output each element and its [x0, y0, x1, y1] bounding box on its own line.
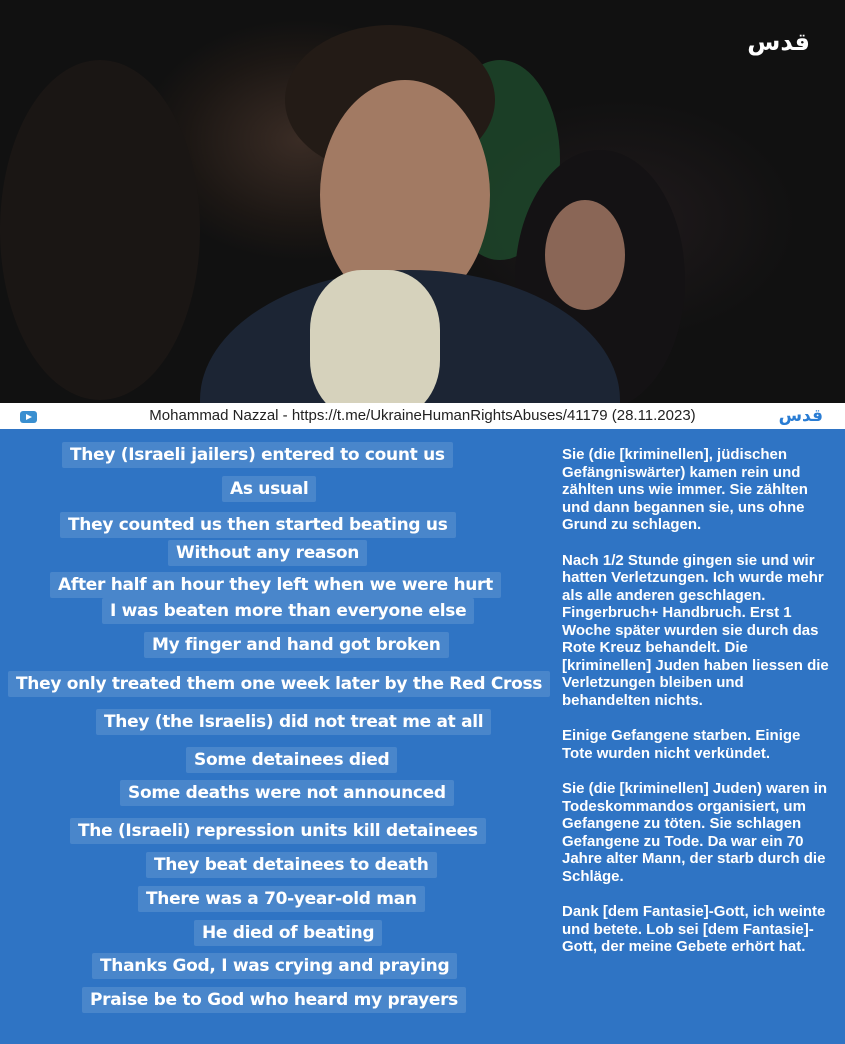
subtitle-line: Without any reason — [168, 540, 367, 566]
subtitle-line: I was beaten more than everyone else — [102, 598, 474, 624]
subtitle-line: After half an hour they left when we were hurt — [50, 572, 501, 598]
background-crowd — [0, 60, 200, 400]
subtitle-line: They (Israeli jailers) entered to count us — [62, 442, 453, 468]
german-paragraph: Einige Gefangene starben. Einige Tote wurden nicht verkündet. — [562, 727, 801, 762]
german-paragraph: Sie (die [kriminellen], jüdischen Gefängniswärter) kamen rein und zählten uns wie immer. Sie zählten und dann begannen sie, uns ohne Grund zu schlagen. — [562, 446, 808, 533]
scarf — [310, 270, 440, 403]
caption-bar — [0, 403, 845, 429]
subtitle-line: Thanks God, I was crying and praying — [92, 953, 457, 979]
subtitle-line: Praise be to God who heard my prayers — [82, 987, 466, 1013]
german-paragraph: Dank [dem Fantasie]-Gott, ich weinte und betete. Lob sei [dem Fantasie]-Gott, der meine Gebete erhört hat. — [562, 903, 826, 955]
subtitle-line: They beat detainees to death — [146, 852, 437, 878]
woman-face — [545, 200, 625, 310]
subtitle-line: They counted us then started beating us — [60, 512, 456, 538]
subtitle-line: He died of beating — [194, 920, 382, 946]
german-paragraph: Nach 1/2 Stunde gingen sie und wir hatten Verletzungen. Ich wurde mehr als alle anderen geschlagen. Fingerbruch+ Handbruch. Erst 1 Woche später wurden sie durch das Rote Kreuz behandelt. Die [kriminellen] Juden haben liessen die Verletzungen bleiben und behandelten nichts. — [562, 551, 829, 709]
subtitle-line: As usual — [222, 476, 316, 502]
subtitle-line: My finger and hand got broken — [144, 632, 449, 658]
subtitle-line: There was a 70-year-old man — [138, 886, 425, 912]
german-paragraph: Sie (die [kriminellen] Juden) waren in Todeskommandos organisiert, um Gefangene zu töten. Sie schlagen Gefangene zu Tode. Da war ein 70 Jahre alter Mann, der starb durch die Schläge. — [562, 780, 828, 885]
subtitle-panel — [0, 430, 560, 1044]
subtitle-line: The (Israeli) repression units kill detainees — [70, 818, 486, 844]
subtitle-line: They only treated them one week later by the Red Cross — [8, 671, 550, 697]
german-translation — [562, 446, 834, 974]
source-caption[interactable]: Mohammad Nazzal - https://t.me/UkraineHumanRightsAbuses/41179 (28.11.2023) — [149, 407, 696, 424]
subtitle-line: Some deaths were not announced — [120, 780, 454, 806]
channel-logo-small: ﻗﺪﺱ — [778, 406, 823, 426]
subtitle-line: They (the Israelis) did not treat me at all — [96, 709, 491, 735]
video-frame[interactable] — [0, 0, 845, 403]
channel-logo: ﻗﺪﺱ — [747, 28, 810, 56]
subtitle-line: Some detainees died — [186, 747, 397, 773]
